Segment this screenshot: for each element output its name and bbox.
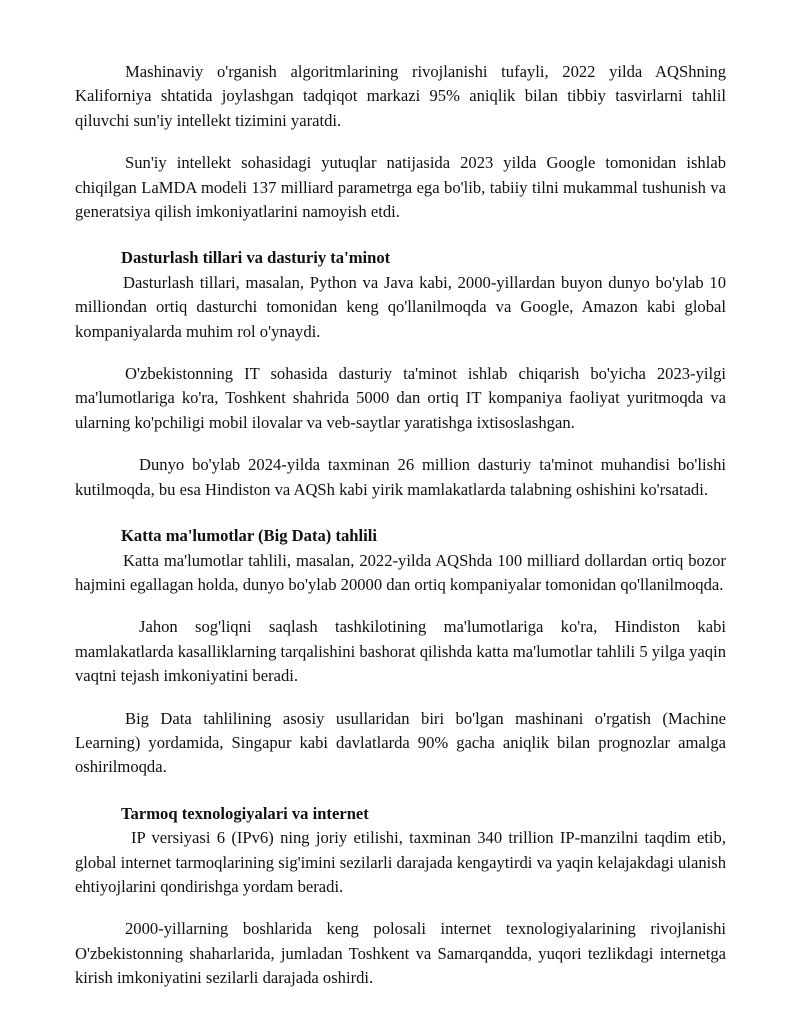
paragraph: Katta ma'lumotlar tahlili, masalan, 2022-yilda AQShda 100 milliard dollardan ortiq bozor hajmini egallagan holda, dunyo bo'ylab 20000 dan ortiq kompaniyalar tomonidan qo'llanilmoqda.	[75, 550, 726, 594]
section-heading-big-data: Katta ma'lumotlar (Big Data) tahlili	[121, 526, 377, 546]
paragraph: Mashinaviy o'rganish algoritmlarining rivojlanishi tufayli, 2022 yilda AQShning Kaliforniya shtatida joylashgan tadqiqot markazi 95% aniqlik bilan tibbiy tasvirlarni tahlil qiluvchi sun'iy intellekt tizimini yaratdi.	[75, 62, 726, 130]
section-heading-networks: Tarmoq texnologiyalari va internet	[121, 803, 369, 823]
paragraph: Big Data tahlilining asosiy usullaridan biri bo'lgan mashinani o'rgatish (Machine Learning) yordamida, Singapur kabi davlatlarda 90% gacha aniqlik bilan prognozlar amalga oshirilmoqda.	[75, 708, 726, 777]
paragraph: Dasturlash tillari, masalan, Python va Java kabi, 2000-yillardan buyon dunyo bo'ylab 10 milliondan ortiq dasturchi tomonidan keng qo'llanilmoqda va Google, Amazon kabi global kompaniyalarda muhim rol o'ynaydi.	[75, 272, 726, 341]
paragraph: Sun'iy intellekt sohasidagi yutuqlar natijasida 2023 yilda Google tomonidan ishlab chiqilgan LaMDA modeli 137 milliard parametrga ega bo'lib, tabiiy tilni mukammal tushunish va generatsiya qilish imkoniyatlarini namoyish etdi.	[75, 153, 726, 222]
section-heading-programming: Dasturlash tillari va dasturiy ta'minot	[121, 248, 391, 268]
paragraph: 2000-yillarning boshlarida keng polosali internet texnologiyalarining rivojlanishi O'zbekistonning shaharlarida, jumladan Toshkent va Samarqandda, yuqori tezlikdagi internetga kirish imkoniyatini sezilarli darajada oshirdi.	[75, 919, 726, 988]
document-page	[75, 60, 726, 1009]
paragraph: IP versiyasi 6 (IPv6) ning joriy etilishi, taxminan 340 trillion IP-manzilni taqdim etib, global internet tarmoqlarining sig'imini sezilarli darajada kengaytirdi va yaqin kelajakdagi ulanish ehtiyojlarini qondirishga yordam beradi.	[75, 828, 726, 896]
paragraph: Dunyo bo'ylab 2024-yilda taxminan 26 million dasturiy ta'minot muhandisi bo'lishi kutilmoqda, bu esa Hindiston va AQSh kabi yirik mamlakatlarda talabning oshishini ko'rsatadi.	[75, 455, 726, 499]
paragraph: O'zbekistonning IT sohasida dasturiy ta'minot ishlab chiqarish bo'yicha 2023-yilgi ma'lumotlariga ko'ra, Toshkent shahrida 5000 dan ortiq IT kompaniya faoliyat yuritmoqda va ularning ko'pchiligi mobil ilovalar va veb-saytlar yaratishga ixtisoslashgan.	[75, 364, 726, 432]
paragraph: Jahon sog'liqni saqlash tashkilotining ma'lumotlariga ko'ra, Hindiston kabi mamlakatlarda kasalliklarning tarqalishini bashorat qilishda katta ma'lumotlar tahlili 5 yilga yaqin vaqtni tejash imkoniyatini beradi.	[75, 617, 726, 686]
